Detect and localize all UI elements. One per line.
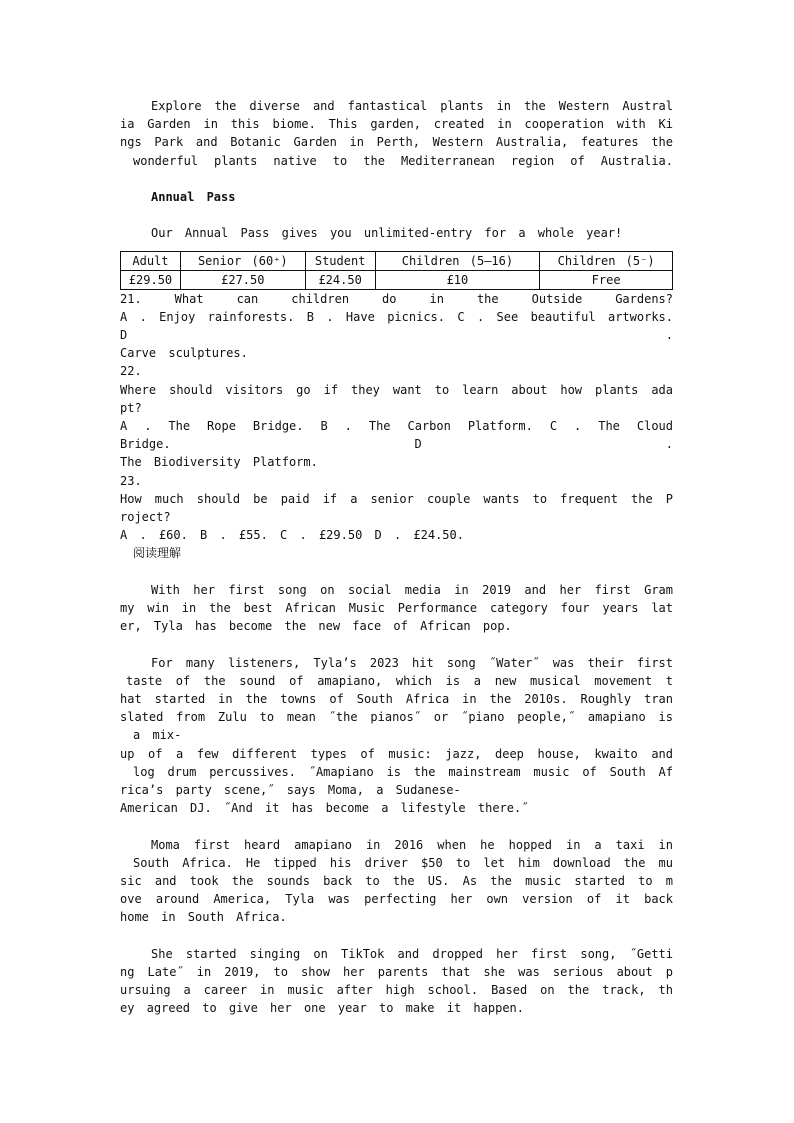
question-22-options-cont: The Biodiversity Platform. [120, 455, 318, 470]
text-line: ove around America, Tyla was perfecting her own version of it back [120, 892, 673, 907]
annual-pass-heading: Annual Pass [151, 190, 236, 204]
text-line: ng Late˝ in 2019, to show her parents that she was serious about p [120, 965, 673, 980]
text-line: up of a few different types of music: jazz, deep house, kwaito and [120, 746, 673, 761]
text-line: For many listeners, Tyla’s 2023 hit song ˝Water˝ was their first [151, 655, 673, 670]
text-line: taste of the sound of amapiano, which is a new musical movement t [126, 673, 673, 688]
text-line: South Africa. He tipped his driver $50 to let him download the mu [133, 855, 673, 870]
text-line: ey agreed to give her one year to make it happen. [120, 1001, 525, 1016]
tyla-paragraph-3 [120, 836, 673, 927]
text-line: my win in the best African Music Performance category four years lat [120, 601, 673, 616]
question-22-stem-cont: pt? [120, 400, 142, 415]
table-header-cell: Children (5—16) [375, 251, 540, 270]
table-cell: £24.50 [305, 270, 375, 289]
document-page [120, 97, 673, 1018]
table-cell: Free [540, 270, 673, 289]
text-line: home in South Africa. [120, 910, 287, 925]
text-line: hat started in the towns of South Africa in the 2010s. Roughly tran [120, 692, 673, 707]
question-21-options-cont: Carve sculptures. [120, 346, 248, 361]
tyla-paragraph-1 [120, 581, 673, 636]
question-21-options: A . Enjoy rainforests. B . Have picnics. C . See beautiful artworks. D . [120, 309, 673, 342]
price-table [120, 251, 673, 290]
text-line: ursuing a career in music after high school. Based on the track, th [120, 983, 673, 998]
garden-paragraph [120, 97, 673, 170]
table-cell: £29.50 [121, 270, 181, 289]
text-line: Moma first heard amapiano in 2016 when he hopped in a taxi in [151, 837, 673, 852]
question-23-stem: How much should be paid if a senior couple wants to frequent the P [120, 491, 673, 506]
table-row [121, 270, 673, 289]
text-line: er, Tyla has become the new face of African pop. [120, 619, 512, 634]
question-22-stem: Where should visitors go if they want to learn about how plants ada [120, 382, 673, 397]
tyla-paragraph-2 [120, 654, 673, 818]
question-23-stem-cont: roject? [120, 510, 171, 525]
annual-pass-intro: Our Annual Pass gives you unlimited-entry for a whole year! [151, 226, 623, 241]
question-23-options: A . £60. B . £55. C . £29.50 D . £24.50. [120, 528, 464, 543]
table-header-row [121, 251, 673, 270]
table-header-cell: Student [305, 251, 375, 270]
table-cell: £27.50 [180, 270, 305, 289]
text-line: slated from Zulu to mean ˝the pianos˝ or ˝piano people,˝ amapiano is [120, 710, 673, 725]
text-line: wonderful plants native to the Mediterranean region of Australia. [133, 153, 673, 168]
table-cell: £10 [375, 270, 540, 289]
text-line: log drum percussives. ˝Amapiano is the mainstream music of South Af [133, 764, 673, 779]
question-23-number: 23. [120, 473, 142, 488]
text-line: Explore the diverse and fantastical plants in the Western Austral [151, 99, 673, 113]
question-22-options: A . The Rope Bridge. B . The Carbon Platform. C . The Cloud Bridge. D . [120, 419, 673, 452]
text-line: ngs Park and Botanic Garden in Perth, Western Australia, features the [120, 135, 673, 150]
text-line: ia Garden in this biome. This garden, created in cooperation with Ki [120, 117, 673, 132]
text-line: With her first song on social media in 2019 and her first Gram [151, 582, 673, 597]
text-line: sic and took the sounds back to the US. As the music started to m [120, 874, 673, 889]
table-header-cell: Adult [121, 251, 181, 270]
text-line: rica’s party scene,˝ says Moma, a Sudanese- [120, 783, 461, 798]
question-22-number: 22. [120, 364, 142, 379]
section-label: 阅读理解 [133, 546, 182, 561]
tyla-paragraph-4 [120, 945, 673, 1018]
question-21-stem: 21. What can children do in the Outside Gardens? [120, 291, 673, 306]
text-line: a mix- [133, 728, 182, 743]
text-line: She started singing on TikTok and dropped her first song, ˝Getti [151, 946, 673, 961]
table-header-cell: Senior (60⁺) [180, 251, 305, 270]
table-header-cell: Children (5⁻) [540, 251, 673, 270]
questions-block [120, 290, 673, 545]
text-line: American DJ. ˝And it has become a lifestyle there.˝ [120, 801, 529, 816]
